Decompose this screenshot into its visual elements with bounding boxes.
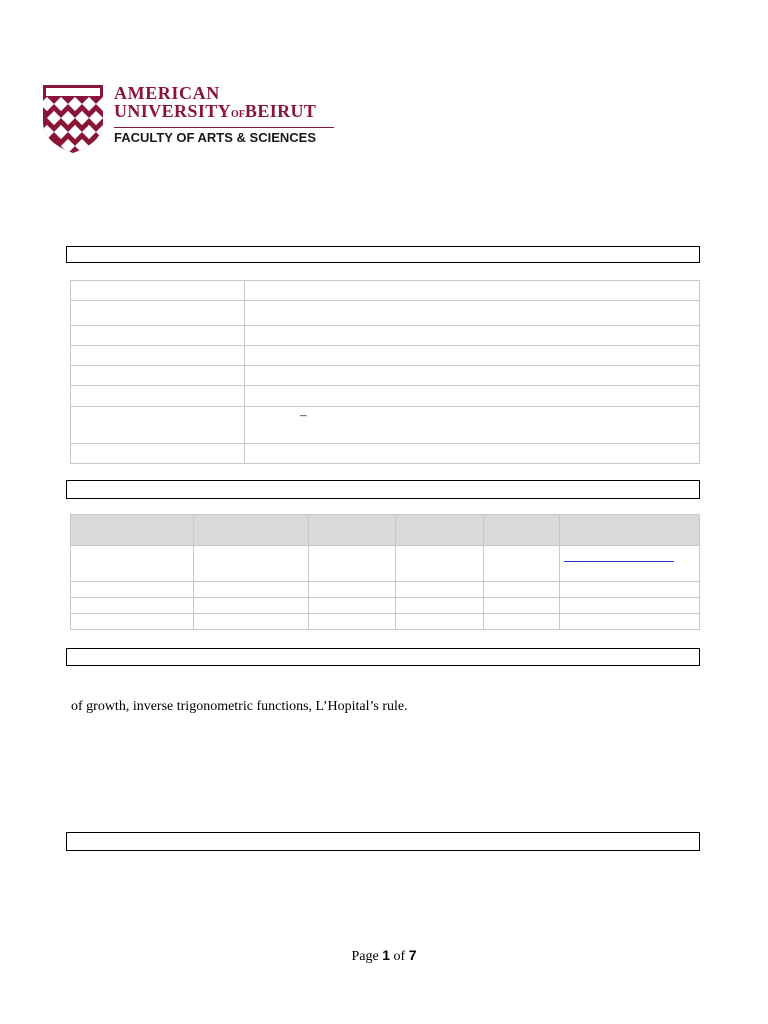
- table-cell: [396, 598, 484, 614]
- section-header-bar-1: [66, 246, 700, 263]
- info-label-cell: [71, 407, 245, 444]
- email-link[interactable]: [564, 561, 674, 562]
- info-label-cell: [71, 366, 245, 386]
- info-label-cell: [71, 326, 245, 346]
- info-label-cell: [71, 346, 245, 366]
- section-header-bar-3: [66, 648, 700, 666]
- table-cell: [309, 582, 396, 598]
- table-cell: [71, 546, 194, 582]
- table-cell: [484, 546, 560, 582]
- table-cell: [484, 614, 560, 630]
- table-cell: [309, 598, 396, 614]
- table-cell: [484, 598, 560, 614]
- header-cell: [309, 515, 396, 546]
- table-cell: [396, 614, 484, 630]
- table-cell: [194, 546, 309, 582]
- logo-of-word: OF: [231, 109, 245, 120]
- header-cell: [71, 515, 194, 546]
- table-row: [71, 444, 700, 464]
- info-value-cell: [245, 281, 700, 301]
- table-cell: [194, 582, 309, 598]
- table-cell: [560, 598, 700, 614]
- header-cell: [396, 515, 484, 546]
- current-page-number: 1: [382, 947, 391, 963]
- table-row: [71, 326, 700, 346]
- table-cell: [560, 582, 700, 598]
- logo-beirut-word: BEIRUT: [244, 101, 317, 121]
- table-row: [71, 582, 700, 598]
- info-value-cell: [245, 366, 700, 386]
- info-value-cell: [245, 386, 700, 407]
- course-description-text: of growth, inverse trigonometric functions, L’Hopital’s rule.: [71, 699, 408, 714]
- info-value-cell: [245, 407, 700, 444]
- table-row: [71, 301, 700, 326]
- header-cell: [484, 515, 560, 546]
- instructor-table: [70, 514, 700, 630]
- table-header-row: [71, 515, 700, 546]
- section-header-bar-4: [66, 832, 700, 851]
- table-cell: [484, 582, 560, 598]
- page-prefix: Page: [351, 949, 383, 964]
- header-cell: [194, 515, 309, 546]
- table-row: [71, 614, 700, 630]
- table-cell: [71, 582, 194, 598]
- table-cell: [194, 598, 309, 614]
- dash-mark: –: [300, 407, 307, 422]
- logo-line-faculty: FACULTY OF ARTS & SCIENCES: [114, 130, 316, 145]
- table-row: [71, 407, 700, 444]
- logo-university-word: UNIVERSITY: [114, 101, 232, 121]
- logo-divider: [114, 127, 334, 128]
- info-label-cell: [71, 386, 245, 407]
- info-label-cell: [71, 444, 245, 464]
- table-row: [71, 386, 700, 407]
- university-logo: [42, 84, 342, 156]
- course-info-table: [70, 280, 700, 464]
- table-cell: [309, 614, 396, 630]
- table-cell: [71, 614, 194, 630]
- info-label-cell: [71, 301, 245, 326]
- logo-line-american: AMERICAN: [114, 83, 220, 103]
- info-value-cell: [245, 301, 700, 326]
- info-label-cell: [71, 281, 245, 301]
- table-cell: [560, 546, 700, 582]
- table-row: [71, 346, 700, 366]
- table-row: [71, 366, 700, 386]
- table-cell: [71, 598, 194, 614]
- total-pages-number: 7: [408, 947, 417, 963]
- table-cell: [194, 614, 309, 630]
- table-cell: [396, 582, 484, 598]
- table-cell: [560, 614, 700, 630]
- page-number: [0, 947, 768, 965]
- info-value-cell: [245, 326, 700, 346]
- checkered-shield-icon: [42, 84, 104, 154]
- table-row: [71, 598, 700, 614]
- header-cell: [560, 515, 700, 546]
- table-cell: [396, 546, 484, 582]
- logo-line-university: [114, 102, 334, 124]
- table-cell: [309, 546, 396, 582]
- info-value-cell: [245, 346, 700, 366]
- section-header-bar-2: [66, 480, 700, 499]
- logo-wordmark: [114, 84, 334, 146]
- table-row: [71, 546, 700, 582]
- table-row: [71, 281, 700, 301]
- info-value-cell: [245, 444, 700, 464]
- page-of-text: of: [390, 949, 409, 964]
